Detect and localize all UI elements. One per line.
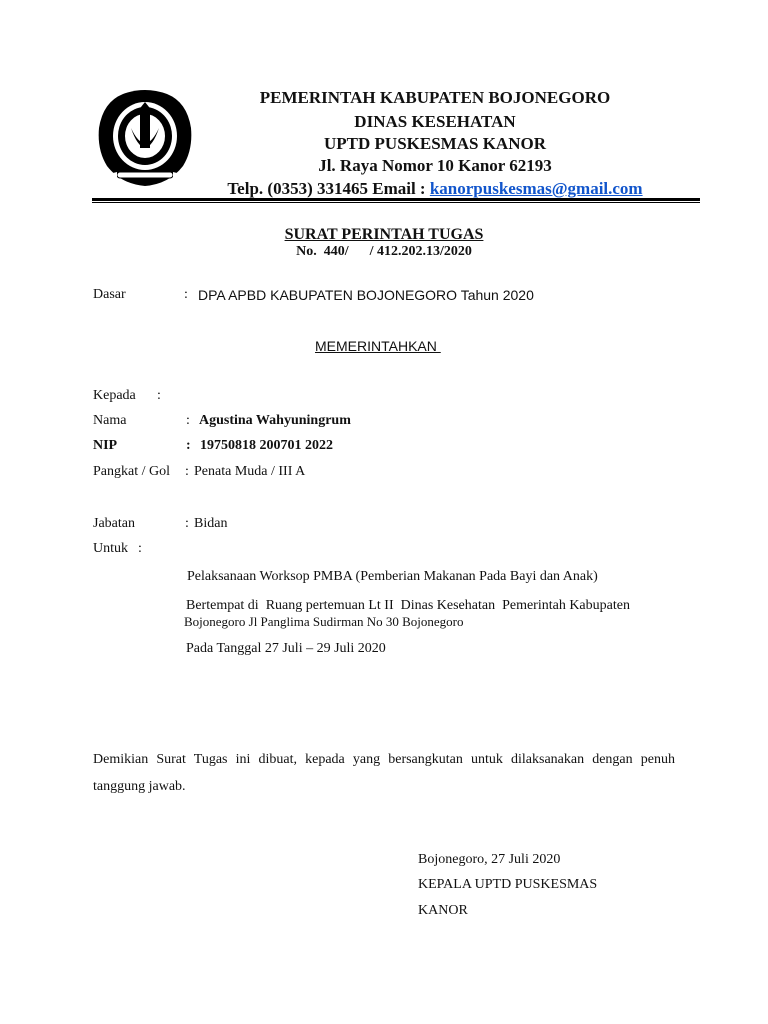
pangkat-separator: :	[185, 464, 189, 479]
task-date: Pada Tanggal 27 Juli – 29 Juli 2020	[186, 641, 386, 656]
nip-label: NIP	[93, 438, 118, 453]
letterhead-address: Jl. Raya Nomor 10 Kanor 62193	[318, 156, 552, 175]
untuk-label: Untuk	[93, 541, 128, 556]
signature-position-line-2: KANOR	[418, 903, 468, 918]
memerintahkan-heading: MEMERINTAHKAN	[315, 338, 441, 354]
signature-place-date: Bojonegoro, 27 Juli 2020	[418, 852, 561, 867]
letterhead-line-2: DINAS KESEHATAN	[354, 112, 516, 131]
dasar-label: Dasar	[93, 287, 126, 302]
letterhead-divider-thick	[92, 198, 700, 201]
closing-paragraph: Demikian Surat Tugas ini dibuat, kepada yang bersangkutan untuk dilaksanakan dengan penuh tanggung jawab.	[93, 752, 675, 794]
nama-label: Nama	[93, 413, 127, 428]
contact-phone-label: Telp. (0353) 331465 Email :	[227, 179, 430, 198]
jabatan-value: Bidan	[194, 516, 228, 531]
dasar-value: DPA APBD KABUPATEN BOJONEGORO Tahun 2020	[198, 287, 534, 303]
nama-separator: :	[186, 413, 190, 428]
jabatan-label: Jabatan	[93, 516, 135, 531]
kepada-label: Kepada	[93, 388, 136, 403]
dasar-separator: :	[184, 287, 188, 302]
task-location-line-1: Bertempat di Ruang pertemuan Lt II Dinas Kesehatan Pemerintah Kabupaten	[186, 598, 630, 613]
letterhead-line-1: PEMERINTAH KABUPATEN BOJONEGORO	[259, 88, 611, 107]
task-location-line-2: Bojonegoro Jl Panglima Sudirman No 30 Bojonegoro	[184, 614, 464, 629]
kepada-separator: :	[157, 388, 161, 403]
letterhead-contact	[160, 179, 710, 199]
pangkat-label: Pangkat / Gol	[93, 464, 170, 479]
document-number: No. 440/ / 412.202.13/2020	[296, 244, 472, 259]
nip-separator: :	[186, 438, 191, 453]
letterhead-line-3: UPTD PUSKESMAS KANOR	[324, 134, 546, 153]
nama-value: Agustina Wahyuningrum	[199, 413, 351, 428]
jabatan-separator: :	[185, 516, 189, 531]
signature-position-line-1: KEPALA UPTD PUSKESMAS	[418, 877, 598, 892]
email-link[interactable]: kanorpuskesmas@gmail.com	[429, 179, 643, 198]
document-title: SURAT PERINTAH TUGAS	[284, 226, 484, 243]
letterhead-divider-thin	[92, 202, 700, 203]
pangkat-value: Penata Muda / III A	[194, 464, 306, 479]
nip-value: 19750818 200701 2022	[200, 438, 333, 453]
untuk-separator: :	[138, 541, 142, 556]
task-activity: Pelaksanaan Worksop PMBA (Pemberian Makanan Pada Bayi dan Anak)	[187, 569, 598, 584]
